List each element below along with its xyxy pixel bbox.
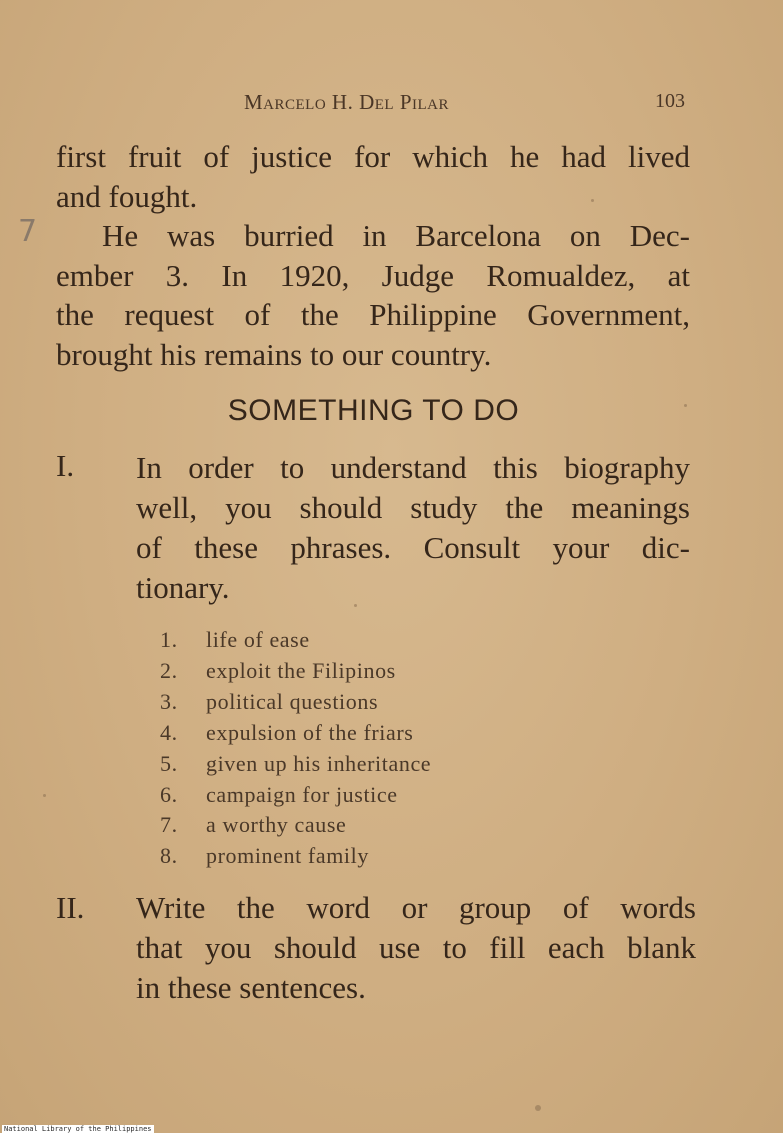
list-item-text: a worthy cause	[206, 812, 347, 838]
section-heading-text: SOMETHING TO DO	[227, 394, 520, 427]
paragraph-continuation	[56, 137, 690, 216]
text-line: In order to understand this biography	[136, 450, 690, 485]
list-item-number: 7.	[160, 812, 178, 838]
exercise-numeral-2: II.	[56, 890, 85, 925]
paper-speck	[354, 604, 357, 607]
text-line: in these sentences.	[136, 970, 366, 1005]
exercise-instruction-1	[136, 448, 690, 608]
footer-credit: National Library of the Philippines	[4, 1125, 152, 1133]
list-item	[160, 780, 431, 811]
list-item	[160, 810, 431, 841]
text-line: that you should use to fill each blank	[136, 930, 696, 965]
paper-speck	[591, 199, 594, 202]
exercise-instruction-2	[136, 888, 696, 1008]
margin-pencil-mark: 7	[18, 214, 38, 249]
list-item-number: 2.	[160, 657, 178, 683]
paper-speck	[535, 1105, 541, 1111]
list-item-text: expulsion of the friars	[206, 719, 414, 745]
list-item-text: life of ease	[206, 627, 310, 652]
text-line: of these phrases. Consult your dic-	[136, 530, 690, 565]
text-line: He was burried in Barcelona on Dec-	[102, 218, 690, 253]
list-item-number: 8.	[160, 843, 178, 869]
exercise-numeral-1: I.	[56, 448, 75, 483]
list-item-text: prominent family	[206, 843, 369, 869]
list-item	[160, 718, 431, 749]
list-item	[160, 687, 431, 718]
text-line: ember 3. In 1920, Judge Romualdez, at	[56, 257, 690, 293]
list-item	[160, 656, 431, 687]
list-item-number: 3.	[160, 688, 178, 714]
list-item	[160, 749, 431, 780]
running-title: Marcelo H. Del Pilar	[244, 90, 450, 114]
text-line: tionary.	[136, 570, 230, 605]
list-item-text: given up his inheritance	[206, 750, 432, 776]
list-item-number: 1.	[160, 627, 178, 652]
text-line: Write the word or group of words	[136, 890, 696, 925]
phrase-list	[160, 625, 431, 872]
list-item-number: 6.	[160, 781, 178, 807]
text-line: the request of the Philippine Government,	[56, 297, 690, 332]
paper-speck	[43, 794, 46, 797]
list-item-text: political questions	[206, 688, 379, 714]
list-item-text: exploit the Filipinos	[206, 657, 396, 683]
text-line: first fruit of justice for which he had lived	[56, 139, 690, 174]
paper-speck	[684, 404, 687, 407]
paragraph-burial	[56, 216, 690, 374]
text-line: brought his remains to our country.	[56, 336, 492, 372]
text-line: well, you should study the meanings	[136, 490, 690, 525]
section-heading	[0, 394, 783, 428]
list-item-text: campaign for justice	[206, 781, 398, 807]
page-number: 103	[655, 90, 685, 112]
list-item	[160, 625, 431, 656]
list-item-number: 5.	[160, 750, 178, 776]
list-item	[160, 841, 431, 872]
list-item-number: 4.	[160, 719, 178, 745]
text-line: and fought.	[56, 178, 198, 214]
